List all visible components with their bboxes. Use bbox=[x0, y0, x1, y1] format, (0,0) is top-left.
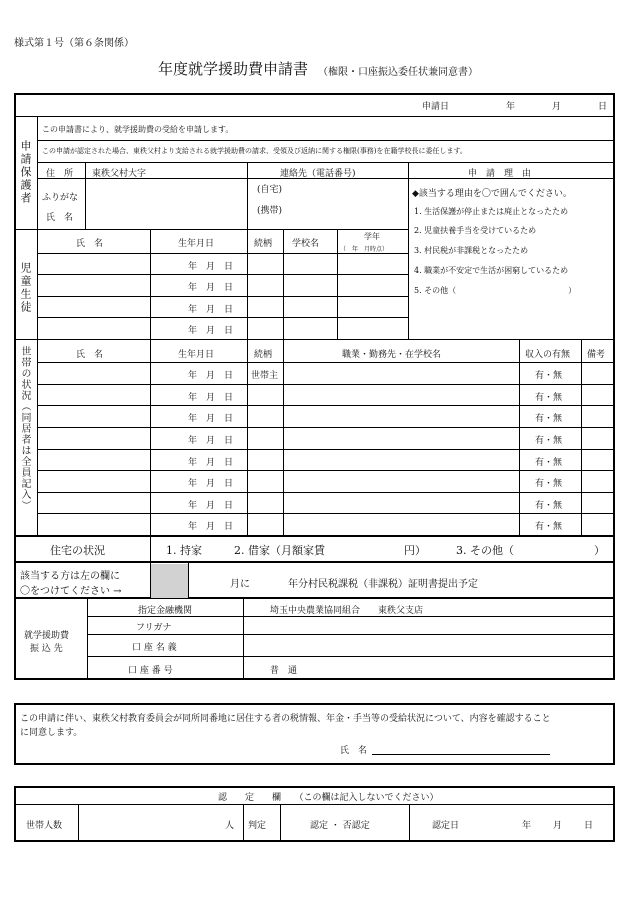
consent-text-1: この申請に伴い、東秩父村教育委員会が同所同番地に居住する者の税情報、年金・手当等の受給状況について、内容を確認すること bbox=[20, 714, 551, 724]
delegation-statement: この申請が認定された場合、東秩父村より支給される就学援助費の請求、受領及び返納に関する権限(事務)を在籍学校長に委任します。 bbox=[42, 147, 467, 155]
child-name-header: 氏 名 bbox=[76, 239, 104, 249]
household-birth-cell[interactable]: 年 月 日 bbox=[188, 393, 234, 403]
account-holder-label: 口 座 名 義 bbox=[132, 643, 177, 653]
institution-label: 指定金融機関 bbox=[138, 606, 193, 616]
child-birth-cell[interactable]: 年 月 日 bbox=[188, 326, 234, 336]
address-value[interactable]: 東秩父村大字 bbox=[92, 169, 147, 179]
child-birth-cell[interactable]: 年 月 日 bbox=[188, 305, 234, 315]
child-birth-header: 生年月日 bbox=[178, 239, 215, 249]
housing-rent[interactable]: 2. 借家（月額家賃 bbox=[234, 544, 325, 557]
tax-text: 年分村民税課税（非課税）証明書提出予定 bbox=[288, 579, 478, 590]
household-job-header: 職業・勤務先・在学校名 bbox=[342, 350, 442, 360]
account-type-value: 普 通 bbox=[270, 666, 298, 676]
household-birth-cell[interactable]: 年 月 日 bbox=[188, 522, 234, 532]
tax-note-1: 該当する方は左の欄に bbox=[20, 571, 120, 582]
reason-3[interactable]: 3. 村民税が非課税となったため bbox=[414, 246, 529, 255]
tax-month: 月に bbox=[230, 579, 250, 590]
form-number: 様式第１号（第６条関係） bbox=[14, 38, 134, 49]
housing-other[interactable]: 3. その他（ bbox=[456, 544, 514, 557]
date-year: 年 bbox=[506, 102, 516, 112]
child-grade-header: 学年 bbox=[364, 232, 380, 241]
household-remarks-header: 備考 bbox=[587, 350, 606, 360]
income-cell[interactable]: 有・無 bbox=[535, 479, 563, 489]
child-relation-header: 続柄 bbox=[254, 239, 273, 249]
date-day: 日 bbox=[598, 102, 608, 112]
household-count-label: 世帯人数 bbox=[26, 821, 63, 831]
judgement-result: 認定 ・ 否認定 bbox=[310, 821, 370, 831]
child-grade-note: （ 年 月時点） bbox=[340, 246, 389, 253]
household-name-header: 氏 名 bbox=[76, 350, 104, 360]
certification-month: 月 bbox=[553, 821, 563, 831]
household-income-header: 収入の有無 bbox=[525, 350, 571, 360]
reason-1[interactable]: 1. 生活保護が停止または廃止となったため bbox=[414, 207, 569, 216]
judgement-label: 判定 bbox=[248, 821, 267, 831]
home-phone-label[interactable]: (自宅) bbox=[257, 185, 283, 195]
consent-name-label: 氏 名 bbox=[340, 746, 368, 756]
household-birth-header: 生年月日 bbox=[178, 350, 215, 360]
bank-side-label-2: 振 込 先 bbox=[30, 644, 63, 654]
housing-rent-yen: 円） bbox=[404, 544, 426, 557]
income-cell[interactable]: 有・無 bbox=[535, 501, 563, 511]
child-birth-cell[interactable]: 年 月 日 bbox=[188, 262, 234, 272]
household-birth-cell[interactable]: 年 月 日 bbox=[188, 414, 234, 424]
account-number-label: 口 座 番 号 bbox=[128, 666, 173, 676]
date-label: 申請日 bbox=[422, 102, 450, 112]
applicant-statement: この申請書により、就学援助費の受給を申請します。 bbox=[42, 125, 234, 134]
mobile-phone-label[interactable]: (携帯) bbox=[257, 206, 283, 216]
date-month: 月 bbox=[552, 102, 562, 112]
income-cell[interactable]: 有・無 bbox=[535, 393, 563, 403]
household-head-relation: 世帯主 bbox=[251, 371, 279, 381]
tax-note-2: 〇をつけてください → bbox=[20, 586, 122, 597]
certification-year: 年 bbox=[522, 821, 532, 831]
bank-side-label-1: 就学援助費 bbox=[24, 631, 70, 641]
housing-close: ） bbox=[594, 544, 605, 557]
income-cell[interactable]: 有・無 bbox=[535, 458, 563, 468]
consent-text-2: に同意します。 bbox=[20, 728, 83, 738]
household-birth-cell[interactable]: 年 月 日 bbox=[188, 458, 234, 468]
applicant-name-label: 氏 名 bbox=[46, 213, 74, 223]
certification-day: 日 bbox=[584, 821, 594, 831]
applicant-side-label: 申請保護者 bbox=[19, 140, 32, 205]
income-cell[interactable]: 有・無 bbox=[535, 371, 563, 381]
reason-2[interactable]: 2. 児童扶養手当を受けているため bbox=[414, 226, 537, 235]
income-cell[interactable]: 有・無 bbox=[535, 436, 563, 446]
tax-check-cell[interactable] bbox=[150, 564, 188, 598]
children-side-label: 児童生徒 bbox=[19, 262, 32, 314]
furigana-label: ふりがな bbox=[42, 193, 79, 203]
household-relation-header: 続柄 bbox=[254, 350, 273, 360]
income-cell[interactable]: 有・無 bbox=[535, 414, 563, 424]
page-subtitle: （権限・口座振込委任状兼同意書） bbox=[318, 67, 478, 78]
address-label: 住 所 bbox=[46, 169, 74, 179]
furigana-account-label: フリガナ bbox=[136, 623, 172, 633]
reason-4[interactable]: 4. 職業が不安定で生活が困窮しているため bbox=[414, 266, 569, 275]
reasons-instruction: ◆該当する理由を〇で囲んでください。 bbox=[412, 189, 572, 199]
signature-line[interactable] bbox=[372, 754, 550, 755]
certification-header: 認 定 欄 （この欄は記入しないでください） bbox=[218, 793, 439, 803]
child-birth-cell[interactable]: 年 月 日 bbox=[188, 283, 234, 293]
housing-label: 住宅の状況 bbox=[50, 544, 105, 557]
household-birth-cell[interactable]: 年 月 日 bbox=[188, 436, 234, 446]
contact-label: 連絡先（電話番号) bbox=[280, 169, 356, 179]
persons-unit: 人 bbox=[225, 821, 235, 831]
household-side-label: 世帯の状況（同居者は全員記入） bbox=[19, 346, 30, 511]
reasons-header: 申 請 理 由 bbox=[468, 169, 532, 179]
household-birth-cell[interactable]: 年 月 日 bbox=[188, 371, 234, 381]
certification-date-label: 認定日 bbox=[432, 821, 460, 831]
child-school-header: 学校名 bbox=[292, 239, 320, 249]
institution-value: 埼玉中央農業協同組合 東秩父支店 bbox=[270, 606, 424, 616]
reason-5[interactable]: 5. その他（ ） bbox=[414, 286, 577, 295]
page-title: 年度就学援助費申請書 bbox=[158, 60, 309, 78]
household-birth-cell[interactable]: 年 月 日 bbox=[188, 501, 234, 511]
housing-own[interactable]: 1. 持家 bbox=[166, 544, 202, 557]
income-cell[interactable]: 有・無 bbox=[535, 522, 563, 532]
household-birth-cell[interactable]: 年 月 日 bbox=[188, 479, 234, 489]
